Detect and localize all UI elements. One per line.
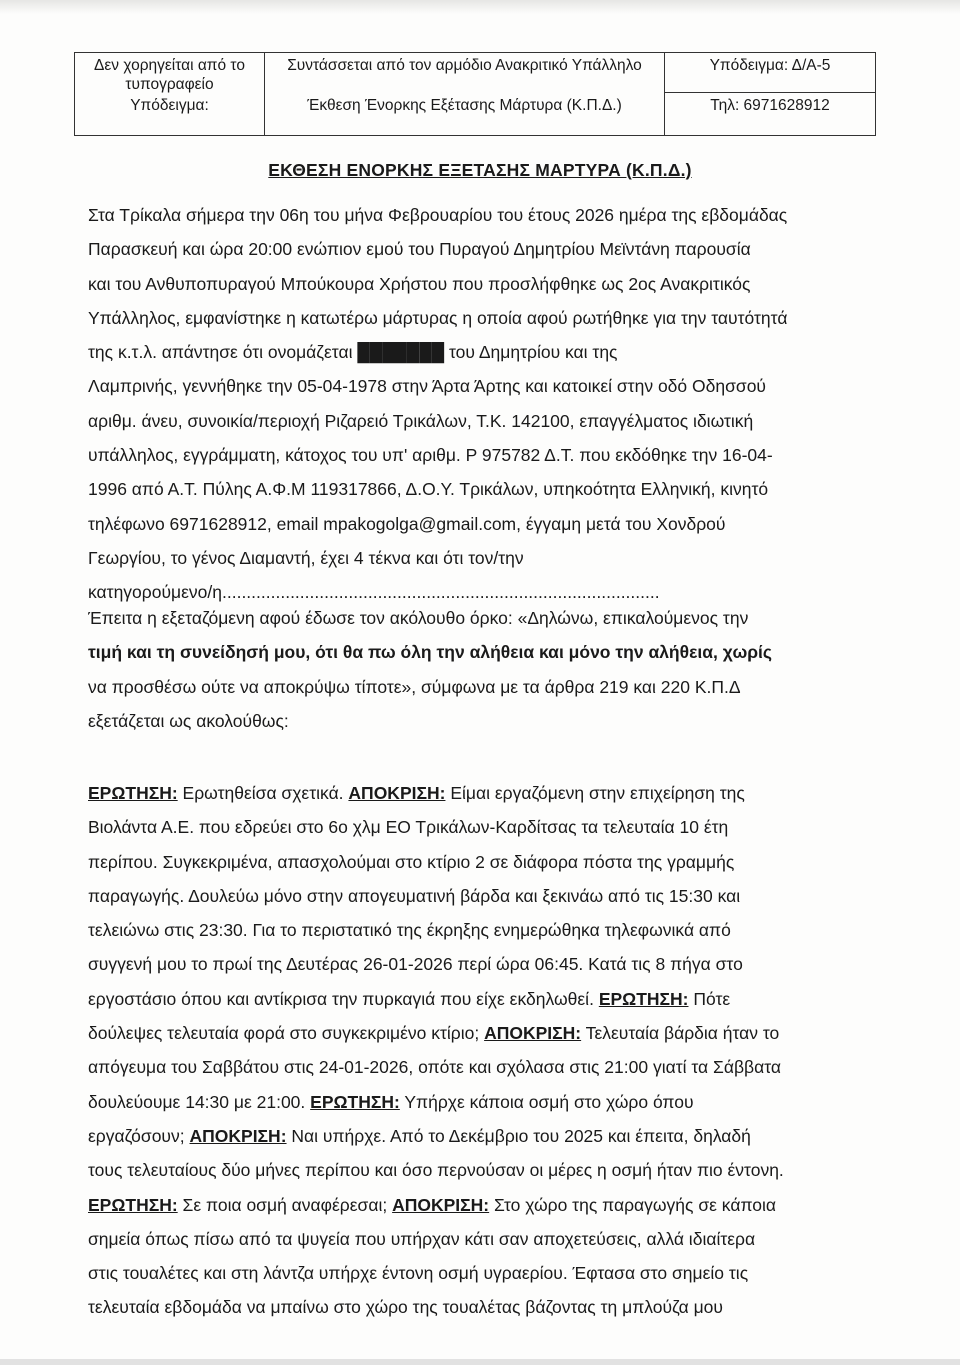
qa-line: συγγενή μου το πρωί της Δευτέρας 26-01-2026 περί ώρα 06:45. Κατά τις 8 πήγα στο: [88, 954, 743, 975]
question-text: Σε ποια οσμή αναφέρεσαι;: [182, 1194, 388, 1215]
oath-line: να προσθέσω ούτε να αποκρύψω τίποτε», σύμφωνα με τα άρθρα 219 και 220 Κ.Π.Δ: [88, 676, 741, 697]
intro-line: αριθμ. άνευ, συνοικία/περιοχή Ριζαρειό Τρικάλων, Τ.Κ. 142100, επαγγέλματος ιδιωτική: [88, 410, 754, 431]
question-text: εργαζόσουν;: [88, 1125, 185, 1146]
header-right-bottom: Τηλ: 6971628912: [710, 97, 830, 114]
answer-text: εργοστάσιο όπου και αντίκρισα την πυρκαγιά που είχε εκδηλωθεί.: [88, 988, 594, 1009]
answer-text: Τελευταία βάρδια ήταν το: [585, 1023, 780, 1044]
scan-edge-top: [0, 0, 960, 14]
intro-line: Στα Τρίκαλα σήμερα την 06η του μήνα Φεβρουαρίου του έτους 2026 ημέρα της εβδομάδας: [88, 205, 788, 225]
intro-line: 1996 από Α.Τ. Πύλης Α.Φ.Μ 119317866, Δ.Ο.Υ. Τρικάλων, υπηκοότητα Ελληνική, κινητό: [88, 479, 769, 500]
intro-line: Λαμπρινής, γεννήθηκε την 05-04-1978 στην Άρτα Άρτης και κατοικεί στην οδό Οδησσού: [88, 376, 766, 397]
intro-line: της κ.τ.λ. απάντησε ότι ονομάζεται ███████ του Δημητρίου και της: [88, 342, 618, 363]
intro-line: υπάλληλος, εγγράμματη, κάτοχος του υπ' αριθμ. Ρ 975782 Δ.Τ. που εκδόθηκε την 16-04-: [88, 445, 773, 466]
question-label: ΕΡΩΤΗΣΗ:: [310, 1091, 400, 1112]
qa-line: [88, 1119, 870, 1153]
qa-line: στις τουαλέτες και στη λάντζα υπήρχε έντονη οσμή υγραερίου. Έφτασα στο σημείο τις: [88, 1263, 749, 1284]
qa-line: απόγευμα του Σαββάτου στις 24-01-2026, οπότε και σχόλασα στις 21:00 γιατί τα Σάββατα: [88, 1057, 781, 1078]
oath-line: τιμή και τη συνείδησή μου, ότι θα πω όλη την αλήθεια και μόνο την αλήθεια, χωρίς: [88, 642, 773, 663]
header-right-cell: [665, 53, 875, 135]
question-label: ΕΡΩΤΗΣΗ:: [88, 1194, 178, 1215]
answer-label: ΑΠΟΚΡΙΣΗ:: [348, 783, 446, 803]
qa-line: [88, 776, 870, 810]
answer-label: ΑΠΟΚΡΙΣΗ:: [392, 1194, 490, 1215]
answer-text: δουλεύουμε 14:30 με 21:00.: [88, 1091, 306, 1112]
oath-paragraph: [88, 601, 870, 738]
qa-line: περίπου. Συγκεκριμένα, απασχολούμαι στο κτίριο 2 σε διάφορα πόστα της γραμμής: [88, 851, 735, 872]
qa-line: [88, 1016, 870, 1050]
qa-line: [88, 982, 870, 1016]
answer-label: ΑΠΟΚΡΙΣΗ:: [189, 1125, 287, 1146]
scan-edge-bottom: [0, 1359, 960, 1365]
question-text: Ερωτηθείσα σχετικά.: [182, 783, 344, 803]
qa-section: [88, 776, 870, 1325]
question-text: Υπήρχε κάποια οσμή στο χώρο όπου: [404, 1091, 694, 1112]
header-left-bottom: Υπόδειγμα:: [130, 97, 209, 114]
intro-line: Παρασκευή και ώρα 20:00 ενώπιον εμού του Πυραγού Δημητρίου Μεϊντάνη παρουσία: [88, 239, 751, 260]
qa-line: παραγωγής. Δουλεύω μόνο στην απογευματινή βάρδα και ξεκινάω από τις 15:30 και: [88, 885, 741, 906]
answer-text: Ναι υπήρχε. Από το Δεκέμβριο του 2025 και έπειτα, δηλαδή: [291, 1125, 751, 1146]
header-table: [74, 52, 876, 136]
header-center-cell: [265, 53, 665, 135]
question-text: δούλεψες τελευταία φορά στο συγκεκριμένο κτίριο;: [88, 1023, 480, 1044]
oath-line: εξετάζεται ως ακολούθως:: [88, 710, 289, 731]
intro-line: τηλέφωνο 6971628912, email mpakogolga@gmail.com, έγγαμη μετά του Χονδρού: [88, 513, 726, 534]
qa-line: τους τελευταίους δύο μήνες περίπου και όσο περνούσαν οι μέρες η οσμή ήταν πιο έντονη.: [88, 1160, 784, 1181]
question-label: ΕΡΩΤΗΣΗ:: [88, 783, 178, 803]
intro-line: και του Ανθυποπυραγού Μπούκουρα Χρήστου που προσλήφθηκε ως 2ος Ανακριτικός: [88, 273, 751, 294]
qa-line: τελειώνω στις 23:30. Για το περιστατικό της έκρηξης ενημερώθηκα τηλεφωνικά από: [88, 920, 731, 941]
qa-line: [88, 1188, 870, 1222]
answer-text: Είμαι εργαζόμενη στην επιχείρηση της: [450, 783, 745, 803]
header-center-top: Συντάσσεται από τον αρμόδιο Ανακριτικό Υπάλληλο: [287, 57, 642, 74]
header-right-top: Υπόδειγμα: Δ/Α-5: [665, 56, 875, 93]
qa-line: Βιολάντα Α.Ε. που εδρεύει στο 6ο χλμ ΕΟ Τρικάλων-Καρδίτσας τα τελευταία 10 έτη: [88, 817, 729, 838]
intro-line: κατηγορούμενο/η..........................................................................................: [88, 582, 660, 603]
intro-line: Γεωργίου, το γένος Διαμαντή, έχει 4 τέκνα και ότι τον/την: [88, 547, 524, 568]
qa-line: [88, 1085, 870, 1119]
header-center-bottom: Έκθεση Ένορκης Εξέτασης Μάρτυρα (Κ.Π.Δ.): [307, 97, 622, 114]
intro-line: Υπάλληλος, εμφανίστηκε η κατωτέρω μάρτυρας η οποία αφού ρωτήθηκε για την ταυτότητά: [88, 307, 788, 328]
answer-text: Στο χώρο της παραγωγής σε κάποια: [494, 1194, 777, 1215]
header-left-cell: [75, 53, 265, 135]
question-text: Πότε: [693, 988, 731, 1009]
intro-paragraph: [88, 198, 870, 610]
answer-label: ΑΠΟΚΡΙΣΗ:: [484, 1023, 582, 1044]
header-left-top: Δεν χορηγείται από το τυπογραφείο: [94, 57, 245, 93]
oath-line: Έπειτα η εξεταζόμενη αφού έδωσε τον ακόλουθο όρκο: «Δηλώνω, επικαλούμενος την: [88, 608, 749, 628]
qa-line: σημεία όπως πίσω από τα ψυγεία που υπήρχαν κάτι σαν αποχετεύσεις, αλλά ιδιαίτερα: [88, 1228, 756, 1249]
document-title: ΕΚΘΕΣΗ ΕΝΟΡΚΗΣ ΕΞΕΤΑΣΗΣ ΜΑΡΤΥΡΑ (Κ.Π.Δ.): [268, 160, 692, 180]
qa-line: τελευταία εβδομάδα να μπαίνω στο χώρο της τουαλέτας βάζοντας τη μπλούζα μου: [88, 1297, 723, 1318]
question-label: ΕΡΩΤΗΣΗ:: [598, 988, 689, 1009]
